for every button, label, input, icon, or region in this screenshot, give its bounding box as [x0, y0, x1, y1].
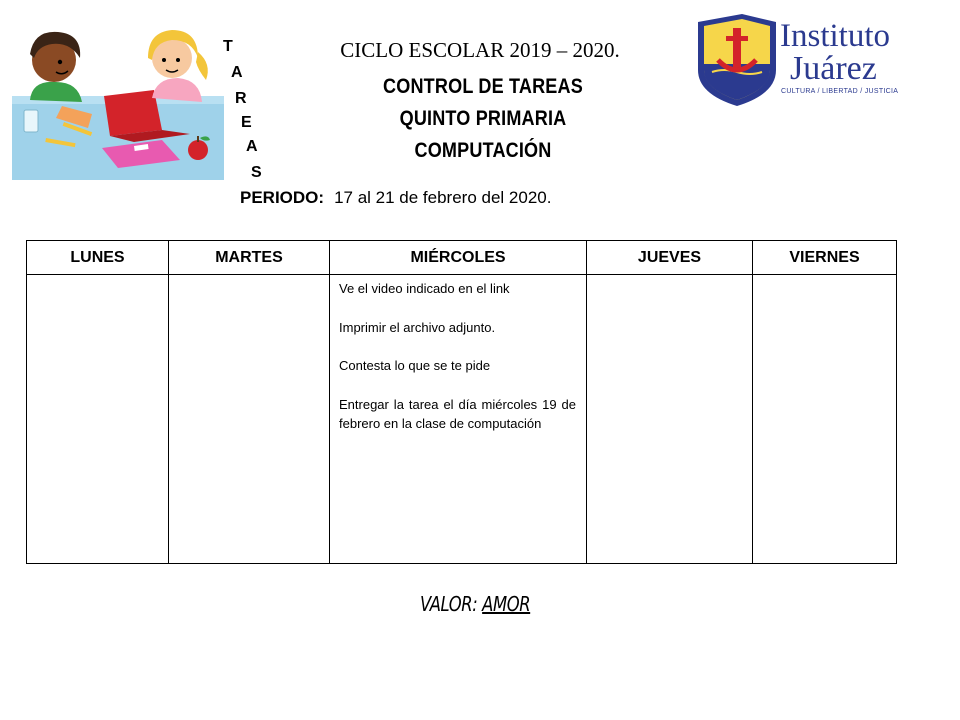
- tareas-letter: S: [251, 164, 262, 181]
- column-header-miercoles: MIÉRCOLES: [330, 241, 587, 275]
- kids-computer-illustration: [12, 18, 224, 180]
- tareas-letter: A: [246, 138, 258, 155]
- cell-miercoles: [330, 275, 587, 564]
- logo-text-instituto: Instituto: [780, 18, 891, 54]
- school-year-title: CICLO ESCOLAR 2019 – 2020.: [340, 38, 620, 62]
- valor-value: AMOR: [482, 592, 531, 616]
- table-row: [27, 275, 897, 564]
- table-header-row: [27, 241, 897, 275]
- task-item: Imprimir el archivo adjunto.: [339, 319, 496, 335]
- title-control-de-tareas: CONTROL DE TAREAS: [383, 75, 583, 98]
- task-item: Contesta lo que se te pide: [339, 358, 491, 373]
- title-subject: COMPUTACIÓN: [414, 139, 552, 162]
- column-header-martes: MARTES: [169, 241, 330, 275]
- tareas-letter: E: [241, 114, 252, 131]
- column-header-lunes: LUNES: [27, 241, 169, 275]
- miercoles-task-list: [330, 275, 586, 434]
- task-item: Entregar la tarea el día miércoles 19 de febrero en la clase de computación: [339, 396, 576, 431]
- tareas-letter: T: [223, 38, 233, 55]
- period-label: PERIODO:: [240, 188, 325, 207]
- period-line: [240, 188, 551, 208]
- column-header-viernes: VIERNES: [753, 241, 897, 275]
- logo-tagline: CULTURA / LIBERTAD / JUSTICIA: [781, 88, 899, 95]
- tareas-letter: A: [231, 64, 243, 81]
- cell-martes: [169, 275, 330, 564]
- title-grade: QUINTO PRIMARIA: [399, 107, 567, 130]
- logo-text-juarez: Juárez: [790, 50, 877, 87]
- column-header-jueves: JUEVES: [587, 241, 753, 275]
- cell-lunes: [27, 275, 169, 564]
- period-value: 17 al 21 de febrero del 2020.: [334, 188, 552, 207]
- valor-label: VALOR:: [420, 592, 478, 616]
- task-item: Ve el video indicado en el link: [339, 281, 510, 296]
- cell-viernes: [753, 275, 897, 564]
- weekly-homework-table: [26, 240, 897, 564]
- value-of-the-week: [420, 592, 530, 616]
- cell-jueves: [587, 275, 753, 564]
- tareas-letter: R: [235, 90, 247, 107]
